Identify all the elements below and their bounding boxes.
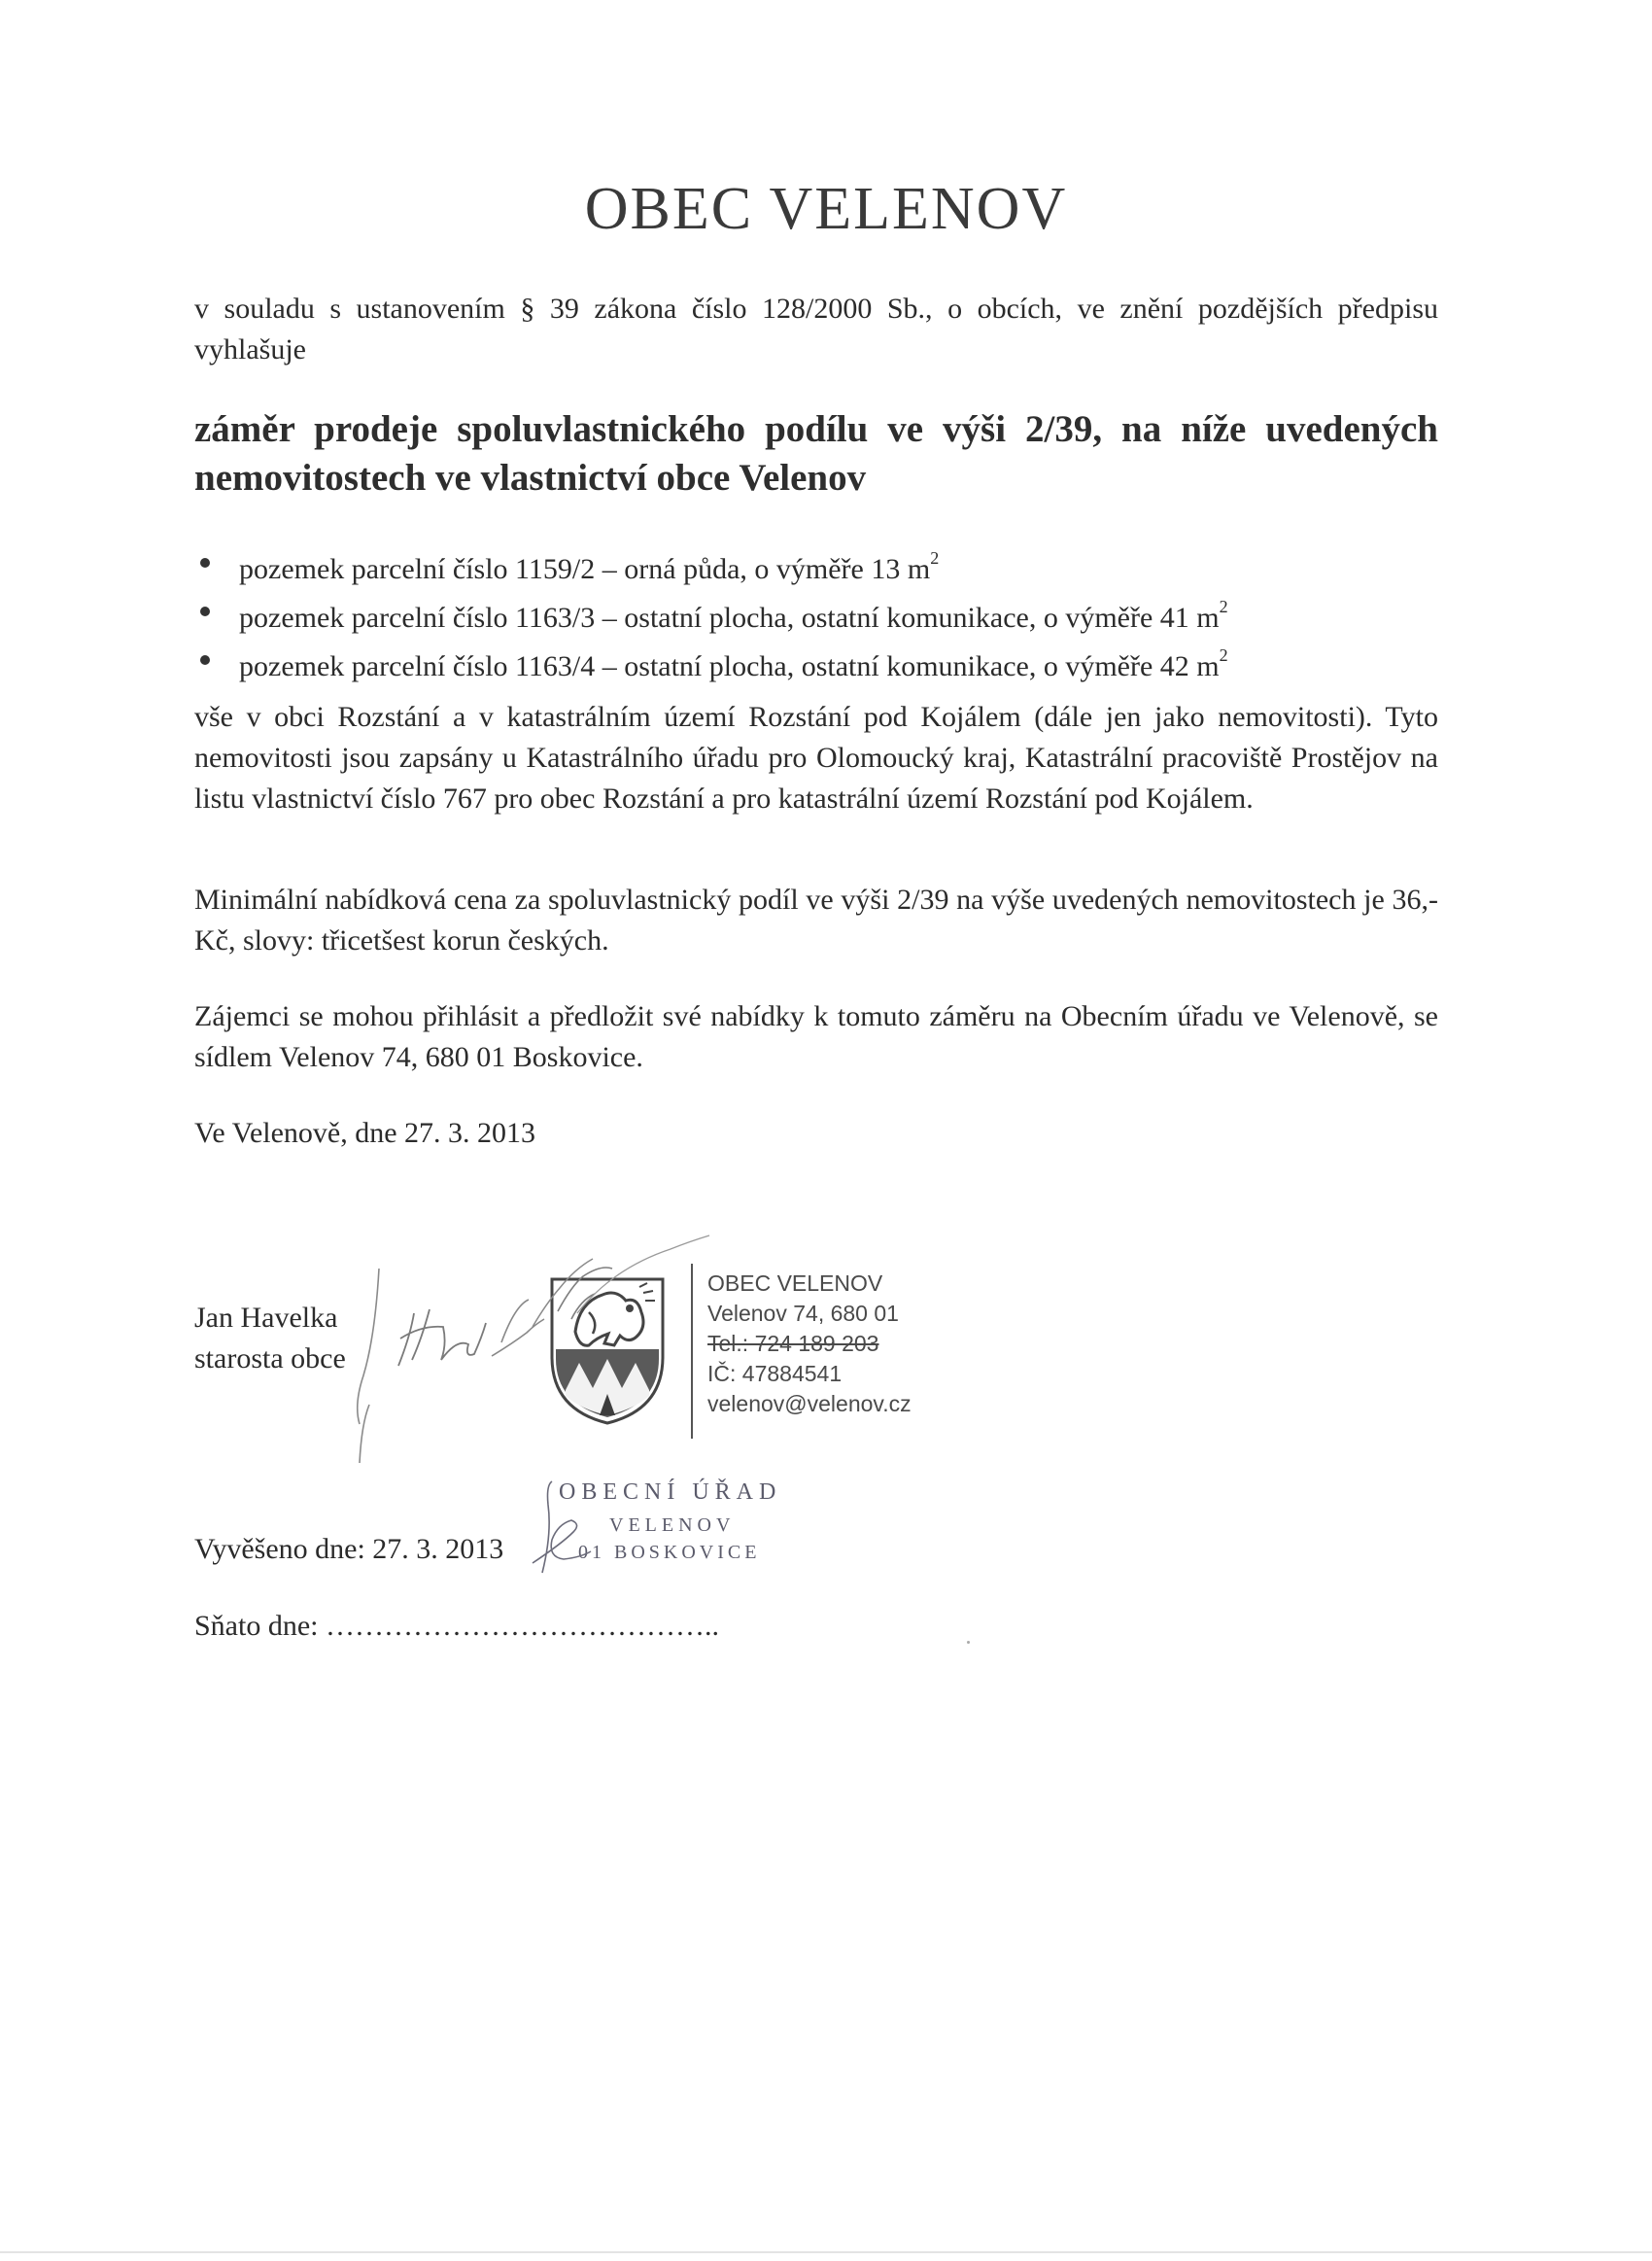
signature <box>321 1230 729 1463</box>
date-line: Ve Velenově, dne 27. 3. 2013 <box>194 1117 536 1149</box>
posted-date: Vyvěšeno dne: 27. 3. 2013 <box>194 1533 504 1565</box>
parcel-text: pozemek parcelní číslo 1163/4 – ostatní plocha, ostatní komunikace, o výměře 42 m <box>239 650 1220 682</box>
parcel-text: pozemek parcelní číslo 1163/3 – ostatní plocha, ostatní komunikace, o výměře 41 m <box>239 602 1220 634</box>
stamp-address: Velenov 74, 680 01 <box>707 1301 899 1326</box>
stamp-divider <box>691 1264 693 1439</box>
initials-scribble <box>513 1476 620 1583</box>
superscript: 2 <box>1219 645 1228 665</box>
scan-artifact <box>967 1641 970 1644</box>
stamp-email: velenov@velenov.cz <box>707 1391 912 1416</box>
list-item <box>194 541 1438 590</box>
property-paragraph: vše v obci Rozstání a v katastrálním území Rozstání pod Kojálem (dále jen jako nemovitosti). Tyto nemovitosti jsou zapsány u Katastrálního úřadu pro Olomoucký kraj, Katastrální pracoviště Prostějov na listu vlastnictví číslo 767 pro obec Rozstání a pro katastrální území Rozstání pod Kojálem. <box>194 701 1438 815</box>
stamp-ico: IČ: 47884541 <box>707 1361 843 1386</box>
intro-text: v souladu s ustanovením § 39 zákona číslo 128/2000 Sb., o obcích, ve znění pozdějších předpisu vyhlašuje <box>194 293 1438 365</box>
price-paragraph: Minimální nabídková cena za spoluvlastnický podíl ve výši 2/39 na výše uvedených nemovitostech je 36,- Kč, slovy: třicetšest korun českých. <box>194 884 1438 957</box>
parcel-text: pozemek parcelní číslo 1159/2 – orná půda, o výměře 13 m <box>239 553 931 585</box>
stamp-phone: Tel.: 724 189 203 <box>707 1331 879 1356</box>
signatory-role: starosta obce <box>194 1342 346 1374</box>
superscript: 2 <box>930 548 940 568</box>
official-stamp <box>707 1269 912 1419</box>
parcel-list <box>194 541 1438 687</box>
superscript: 2 <box>1219 597 1228 616</box>
document-title: OBEC VELENOV <box>584 176 1068 242</box>
office-stamp-line2: VELENOV <box>609 1514 736 1536</box>
notice-heading: záměr prodeje spoluvlastnického podílu ve výši 2/39, na níže uvedených nemovitostech ve vlastnictví obce Velenov <box>194 408 1438 499</box>
list-item <box>194 590 1438 639</box>
office-stamp-line3: 01 BOSKOVICE <box>578 1542 761 1563</box>
removed-date: Sňato dne: ………………………………….. <box>194 1610 719 1642</box>
signatory-name: Jan Havelka <box>194 1302 338 1334</box>
contact-paragraph: Zájemci se mohou přihlásit a předložit své nabídky k tomuto záměru na Obecním úřadu ve Velenově, se sídlem Velenov 74, 680 01 Boskovice. <box>194 1000 1438 1073</box>
office-stamp-line1: OBECNÍ ÚŘAD <box>559 1479 782 1505</box>
list-item <box>194 639 1438 687</box>
stamp-name: OBEC VELENOV <box>707 1270 883 1296</box>
scan-edge <box>0 2251 1652 2253</box>
